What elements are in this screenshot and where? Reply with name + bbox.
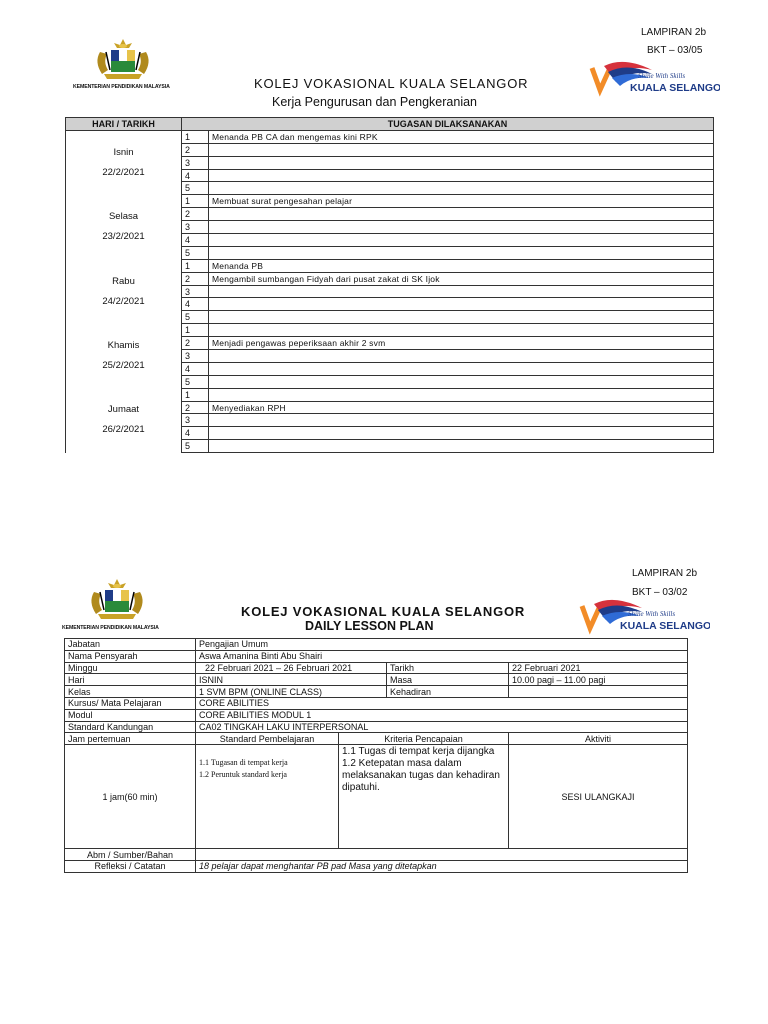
task-text — [209, 298, 714, 311]
label-modul: Modul — [65, 709, 196, 721]
bkt-code: BKT – 03/05 — [647, 45, 703, 56]
task-number: 5 — [182, 182, 209, 195]
weekly-table-header — [66, 118, 714, 131]
svg-text:KUALA SELANGOR: KUALA SELANGOR — [630, 82, 720, 94]
task-number: 1 — [182, 195, 209, 208]
page1-title: KOLEJ VOKASIONAL KUALA SELANGOR — [254, 76, 529, 91]
task-number: 1 — [182, 324, 209, 337]
task-text — [209, 414, 714, 427]
day-cell — [66, 130, 182, 194]
task-number: 3 — [182, 285, 209, 298]
weekly-task-row — [66, 259, 714, 272]
task-text — [209, 182, 714, 195]
svg-text:Shine With Skills: Shine With Skills — [638, 72, 686, 80]
task-text: Menyediakan RPH — [209, 401, 714, 414]
lampiran-label-2: LAMPIRAN 2b — [632, 568, 698, 579]
row-hari — [65, 674, 688, 686]
value-pensyarah: Aswa Amanina Binti Abu Shairi — [196, 650, 688, 662]
label-pensyarah: Nama Pensyarah — [65, 650, 196, 662]
row-refleksi — [65, 860, 688, 872]
value-abm — [196, 849, 688, 861]
task-number: 1 — [182, 130, 209, 143]
page1-subtitle: Kerja Pengurusan dan Pengkeranian — [272, 95, 478, 109]
label-standard-pembelajaran: Standard Pembelajaran — [196, 733, 339, 745]
kv-kuala-selangor-logo-icon — [588, 58, 720, 103]
label-kelas: Kelas — [65, 686, 196, 698]
header-day: HARI / TARIKH — [66, 118, 182, 131]
label-kursus: Kursus/ Mata Pelajaran — [65, 697, 196, 709]
row-standard-kandungan — [65, 721, 688, 733]
label-aktiviti: Aktiviti — [509, 733, 688, 745]
page2-subtitle: DAILY LESSON PLAN — [305, 619, 434, 633]
ministry-label: KEMENTERIAN PENDIDIKAN MALAYSIA — [73, 84, 170, 90]
task-number: 2 — [182, 401, 209, 414]
day-name: Rabu — [112, 275, 135, 287]
day-date: 24/2/2021 — [102, 295, 145, 307]
row-pensyarah — [65, 650, 688, 662]
ministry-label-2: KEMENTERIAN PENDIDIKAN MALAYSIA — [62, 625, 159, 631]
task-text — [209, 350, 714, 363]
value-standard-pembelajaran — [196, 745, 339, 849]
weekly-task-row — [66, 195, 714, 208]
lampiran-label: LAMPIRAN 2b — [641, 27, 707, 38]
day-cell — [66, 259, 182, 323]
task-number: 5 — [182, 440, 209, 453]
task-text — [209, 156, 714, 169]
header-tasks: TUGASAN DILAKSANAKAN — [182, 118, 714, 131]
weekly-task-row — [66, 324, 714, 337]
value-refleksi: 18 pelajar dapat menghantar PB pad Masa yang ditetapkan — [196, 860, 688, 872]
value-jabatan: Pengajian Umum — [196, 639, 688, 651]
weekly-task-row — [66, 388, 714, 401]
day-cell — [66, 324, 182, 388]
label-kriteria-pencapaian: Kriteria Pencapaian — [339, 733, 509, 745]
task-number: 3 — [182, 414, 209, 427]
task-text — [209, 285, 714, 298]
task-text — [209, 324, 714, 337]
task-number: 5 — [182, 311, 209, 324]
label-abm: Abm / Sumber/Bahan — [65, 849, 196, 861]
weekly-task-row — [66, 130, 714, 143]
label-hari: Hari — [65, 674, 196, 686]
task-number: 4 — [182, 234, 209, 247]
task-text — [209, 246, 714, 259]
sp-item-1: 1.1 Tugasan di tempat kerja — [199, 758, 288, 768]
task-text — [209, 311, 714, 324]
task-number: 3 — [182, 350, 209, 363]
value-kriteria-pencapaian: 1.1 Tugas di tempat kerja dijangka 1.2 Ketepatan masa dalam melaksanakan tugas dan kehadiran dipatuhi. — [339, 745, 509, 849]
row-minggu — [65, 662, 688, 674]
row-jabatan — [65, 639, 688, 651]
day-date: 22/2/2021 — [102, 166, 145, 178]
svg-text:Shine With Skills: Shine With Skills — [628, 610, 676, 618]
page2-title: KOLEJ VOKASIONAL KUALA SELANGOR — [241, 604, 526, 619]
task-text — [209, 234, 714, 247]
task-text — [209, 143, 714, 156]
task-text: Menjadi pengawas peperiksaan akhir 2 svm — [209, 337, 714, 350]
weekly-task-table — [65, 117, 714, 453]
task-number: 1 — [182, 259, 209, 272]
label-refleksi: Refleksi / Catatan — [65, 860, 196, 872]
task-text — [209, 440, 714, 453]
task-number: 1 — [182, 388, 209, 401]
task-text — [209, 221, 714, 234]
task-number: 4 — [182, 362, 209, 375]
task-number: 4 — [182, 298, 209, 311]
value-tarikh: 22 Februari 2021 — [509, 662, 688, 674]
task-text — [209, 375, 714, 388]
day-name: Isnin — [113, 146, 134, 158]
day-name: Khamis — [107, 339, 140, 351]
kv-kuala-selangor-logo-icon — [578, 596, 710, 641]
day-date: 26/2/2021 — [102, 424, 145, 436]
malaysia-crest-icon — [86, 576, 148, 629]
malaysia-crest-icon — [92, 36, 154, 89]
task-number: 2 — [182, 208, 209, 221]
sp-item-2: 1.2 Peruntuk standard kerja — [199, 770, 287, 780]
weekly-table-body — [66, 130, 714, 452]
task-text: Mengambil sumbangan Fidyah dari pusat zakat di SK Ijok — [209, 272, 714, 285]
task-text — [209, 208, 714, 221]
row-column-headers — [65, 733, 688, 745]
value-masa: 10.00 pagi – 11.00 pagi — [509, 674, 688, 686]
day-name: Selasa — [108, 211, 139, 223]
task-text: Menanda PB — [209, 259, 714, 272]
row-abm — [65, 849, 688, 861]
label-masa: Masa — [387, 674, 509, 686]
label-tarikh: Tarikh — [387, 662, 509, 674]
label-standard-kandungan: Standard Kandungan — [65, 721, 196, 733]
value-kursus: CORE ABILITIES — [196, 697, 688, 709]
lesson-plan-table — [64, 638, 688, 873]
task-number: 4 — [182, 169, 209, 182]
day-name: Jumaat — [107, 404, 140, 416]
task-number: 3 — [182, 156, 209, 169]
row-kelas — [65, 686, 688, 698]
value-aktiviti: SESI ULANGKAJI — [509, 745, 688, 849]
task-number: 2 — [182, 272, 209, 285]
label-kehadiran: Kehadiran — [387, 686, 509, 698]
bkt-code-2: BKT – 03/02 — [632, 587, 688, 598]
task-text — [209, 362, 714, 375]
label-minggu: Minggu — [65, 662, 196, 674]
task-text — [209, 169, 714, 182]
value-standard-kandungan: CA02 TINGKAH LAKU INTERPERSONAL — [196, 721, 688, 733]
value-kehadiran — [509, 686, 688, 698]
task-text — [209, 388, 714, 401]
day-date: 25/2/2021 — [102, 359, 145, 371]
task-text: Menanda PB CA dan mengemas kini RPK — [209, 130, 714, 143]
value-modul: CORE ABILITIES MODUL 1 — [196, 709, 688, 721]
day-date: 23/2/2021 — [102, 231, 145, 243]
row-lesson-content — [65, 745, 688, 849]
value-hari: ISNIN — [196, 674, 387, 686]
task-number: 4 — [182, 427, 209, 440]
task-text — [209, 427, 714, 440]
day-cell — [66, 388, 182, 452]
task-text: Membuat surat pengesahan pelajar — [209, 195, 714, 208]
value-minggu: 22 Februari 2021 – 26 Februari 2021 — [196, 662, 387, 674]
value-jam: 1 jam(60 min) — [65, 745, 196, 849]
value-kelas: 1 SVM BPM (ONLINE CLASS) — [196, 686, 387, 698]
task-number: 5 — [182, 246, 209, 259]
row-modul — [65, 709, 688, 721]
row-kursus — [65, 697, 688, 709]
label-jam-pertemuan: Jam pertemuan — [65, 733, 196, 745]
svg-text:KUALA SELANGOR: KUALA SELANGOR — [620, 620, 710, 632]
task-number: 5 — [182, 375, 209, 388]
day-cell — [66, 195, 182, 259]
label-jabatan: Jabatan — [65, 639, 196, 651]
task-number: 2 — [182, 337, 209, 350]
task-number: 3 — [182, 221, 209, 234]
task-number: 2 — [182, 143, 209, 156]
